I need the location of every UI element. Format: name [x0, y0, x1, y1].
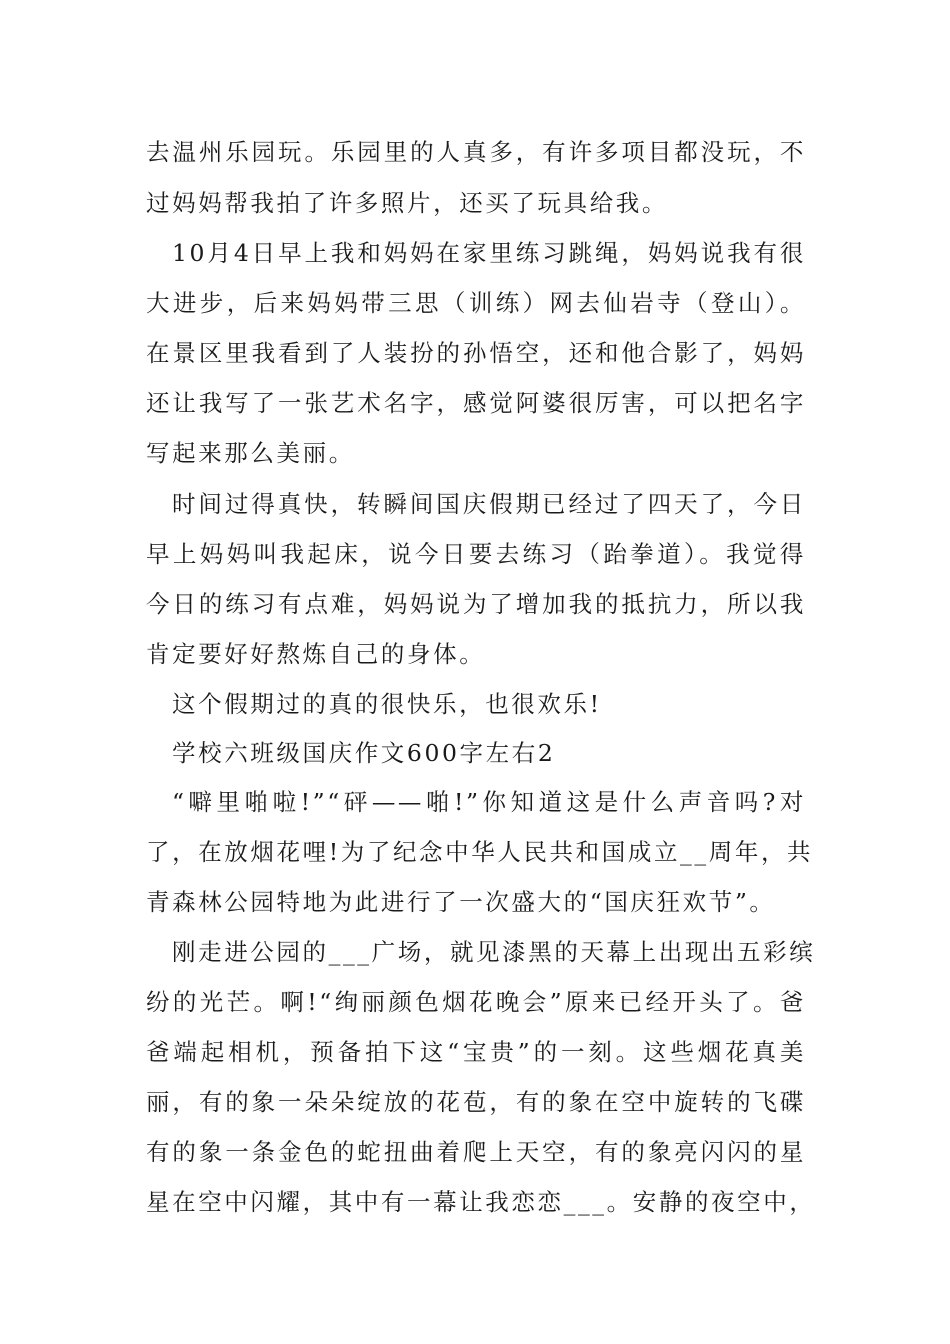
text-line: 时间过得真快，转瞬间国庆假期已经过了四天了，今日	[172, 490, 806, 518]
text-line: 这个假期过的真的很快乐，也很欢乐!	[172, 690, 602, 718]
text-line: 今日的练习有点难，妈妈说为了增加我的抵抗力，所以我	[146, 590, 806, 618]
text-line: 在景区里我看到了人装扮的孙悟空，还和他合影了，妈妈	[146, 339, 806, 367]
text-line: 早上妈妈叫我起床，说今日要去练习（跆拳道）。我觉得	[146, 540, 806, 568]
section-heading: 学校六班级国庆作文600字左右2	[172, 739, 556, 767]
text-line: 有的象一条金色的蛇扭曲着爬上天空，有的象亮闪闪的星	[146, 1138, 806, 1166]
text-line: 肯定要好好熬炼自己的身体。	[146, 640, 486, 668]
text-line: 星在空中闪耀，其中有一幕让我恋恋___。安静的夜空中，	[146, 1188, 816, 1216]
text-line: “噼里啪啦!”“砰——啪!”你知道这是什么声音吗?对	[172, 788, 806, 816]
text-line: 过妈妈帮我拍了许多照片，还买了玩具给我。	[146, 189, 668, 217]
text-line: 10月4日早上我和妈妈在家里练习跳绳，妈妈说我有很	[172, 239, 806, 267]
text-line: 写起来那么美丽。	[146, 439, 355, 467]
text-line: 还让我写了一张艺术名字，感觉阿婆很厉害，可以把名字	[146, 389, 806, 417]
text-line: 大进步，后来妈妈带三思（训练）网去仙岩寺（登山）。	[146, 289, 806, 317]
text-line: 了，在放烟花哩!为了纪念中华人民共和国成立__周年，共	[146, 838, 814, 866]
text-line: 丽，有的象一朵朵绽放的花苞，有的象在空中旋转的飞碟	[146, 1088, 806, 1116]
text-line: 纷的光芒。啊!“绚丽颜色烟花晚会”原来已经开头了。爸	[146, 988, 806, 1016]
text-line: 爸端起相机，预备拍下这“宝贵”的一刻。这些烟花真美	[146, 1038, 806, 1066]
text-line: 去温州乐园玩。乐园里的人真多，有许多项目都没玩，不	[146, 138, 806, 166]
text-line: 青森林公园特地为此进行了一次盛大的“国庆狂欢节”。	[146, 888, 776, 916]
text-line: 刚走进公园的___广场，就见漆黑的天幕上出现出五彩缤	[172, 938, 816, 966]
